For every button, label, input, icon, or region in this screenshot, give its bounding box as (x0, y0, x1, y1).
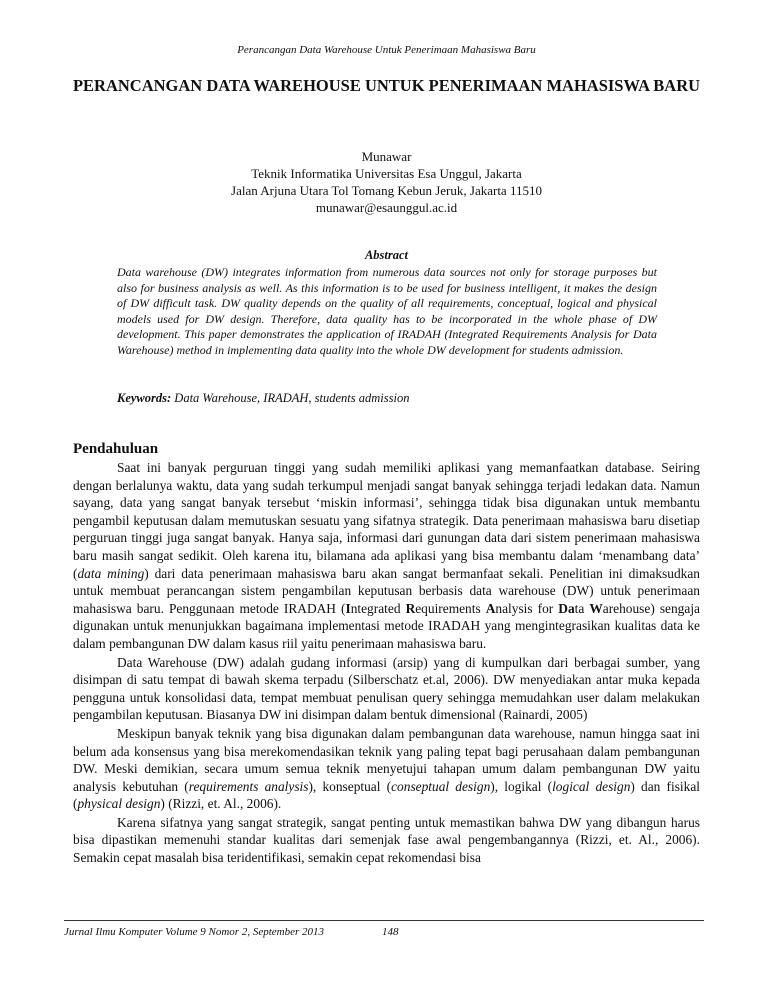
paragraph-2: Data Warehouse (DW) adalah gudang informasi (arsip) yang di kumpulkan dari berbagai sumber, yang disimpan di satu tempat di bawah skema terpadu (Silberschatz et.al, 2006). DW menyediakan antar muka kepada pengguna untuk konsolidasi data, tempat membuat penulisan query sehingga memudahkan user dalam melakukan pengambilan keputusan. Biasanya DW ini disimpan dalam bentuk dimensional (Rainardi, 2005) (73, 654, 700, 723)
footer (64, 926, 704, 938)
abstract-heading: Abstract (364, 248, 409, 262)
author-name: Munawar (361, 149, 412, 164)
body-text (73, 459, 700, 867)
paragraph-4: Karena sifatnya yang sangat strategik, sangat penting untuk memastikan bahwa DW yang dibangun harus bisa dipastikan memenuhi standar kualitas dari semenjak fase awal pengembangannya (Rizzi, et. Al., 2006). Semakin cepat masalah bisa teridentifikasi, semakin cepat rekomendasi bisa (73, 814, 700, 866)
section-heading: Pendahuluan (73, 441, 159, 457)
keywords-text: Data Warehouse, IRADAH, students admission (174, 391, 410, 405)
paragraph-1: Saat ini banyak perguruan tinggi yang sudah memiliki aplikasi yang memanfaatkan database. Seiring dengan berlalunya waktu, data yang sudah terkumpul menjadi sangat banyak sehingga terjadi ledakan data. Namun sayang, data yang sangat banyak tersebut ‘miskin informasi’, sehingga tidak bisa digunakan untuk membantu pengambil keputusan dalam memutuskan sesuatu yang sifatnya strategik. Data penerimaan mahasiswa baru disetiap perguruan tinggi juga sangat banyak. Hanya saja, informasi dari gunungan data dari sistem penerimaan mahasiswa baru masih sangat sedikit. Oleh karena itu, bilamana ada aplikasi yang bisa membantu dalam ‘menambang data’ (data mining) dari data penerimaan mahasiswa baru akan sangat bermanfaat sekali. Penelitian ini dimaksudkan untuk membuat perancangan sistem pengambilan keputusan berbasis data warehouse (DW) untuk penerimaan mahasiswa baru. Penggunaan metode IRADAH (Integrated Requirements Analysis for Data Warehouse) sengaja digunakan untuk menunjukkan bagaimana implementasi metode IRADAH yang mengintegrasikan kualitas data ke dalam pembangunan DW dalam kasus riil yaitu penerimaan mahasiswa baru. (73, 460, 700, 651)
author-affiliation: Teknik Informatika Universitas Esa Unggul, Jakarta (251, 166, 522, 181)
abstract-text: Data warehouse (DW) integrates information from numerous data sources not only for storage purposes but also for business analysis as well. As this information is to be used for business intelligent, it makes the design of DW difficult task. DW quality depends on the quality of all requirements, conceptual, logical and physical models used for DW design. Therefore, data quality has to be incorporated in the whole phase of DW development. This paper demonstrates the application of IRADAH (Integrated Requirements Analysis for Data Warehouse) method in implementing data quality into the whole DW development for students admission. (117, 265, 657, 357)
keywords (117, 391, 657, 406)
journal-citation: Jurnal Ilmu Komputer Volume 9 Nomor 2, September 2013 (64, 926, 325, 938)
footer-divider (64, 920, 704, 921)
running-head: Perancangan Data Warehouse Untuk Penerimaan Mahasiswa Baru (237, 44, 536, 56)
author-address: Jalan Arjuna Utara Tol Tomang Kebun Jeruk, Jakarta 11510 (231, 183, 542, 198)
paper-title: PERANCANGAN DATA WAREHOUSE UNTUK PENERIMAAN MAHASISWA BARU (72, 76, 701, 95)
author-block (0, 148, 773, 216)
author-email: munawar@esaunggul.ac.id (315, 200, 458, 215)
page-number: 148 (382, 926, 399, 938)
keywords-label: Keywords: (117, 391, 172, 405)
paragraph-3: Meskipun banyak teknik yang bisa digunakan dalam pembangunan data warehouse, namun hingga saat ini belum ada konsensus yang bisa merekomendasikan teknik yang paling tepat bagi perusahaan dalam pembangunan DW. Meski demikian, secara umum semua teknik menyetujui tahapan umum dalam pembangunan DW yaitu analysis kebutuhan (requirements analysis), konseptual (conseptual design), logikal (logical design) dan fisikal (physical design) (Rizzi, et. Al., 2006). (73, 725, 701, 812)
